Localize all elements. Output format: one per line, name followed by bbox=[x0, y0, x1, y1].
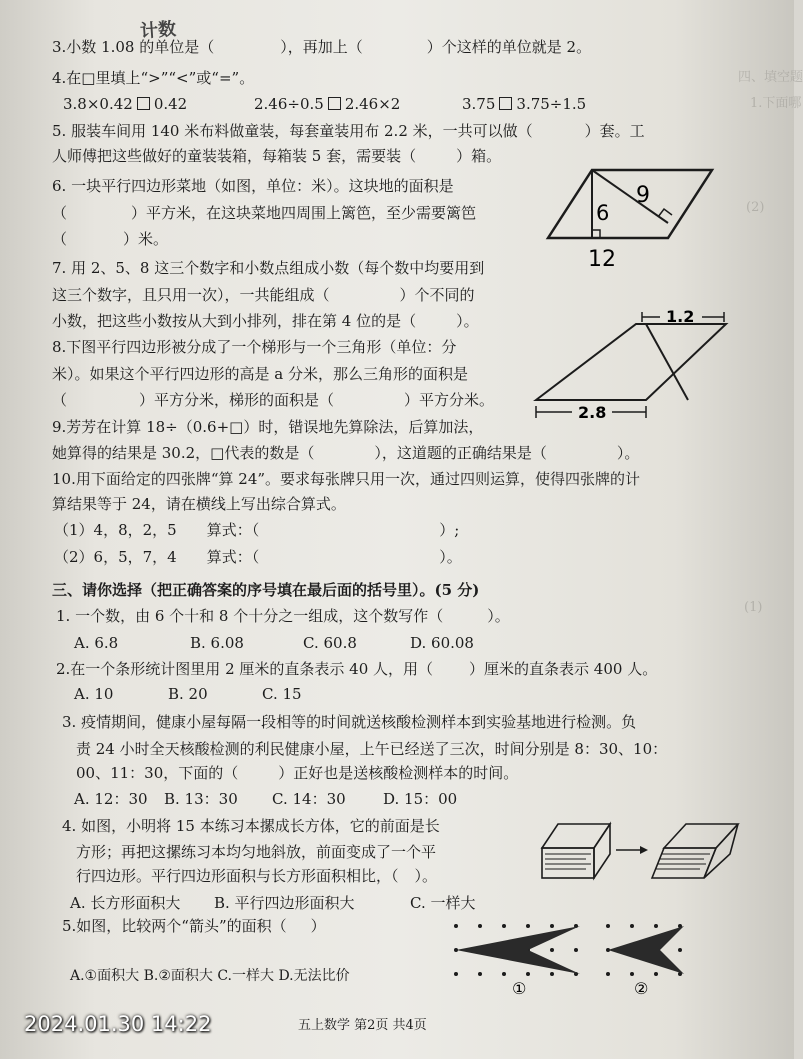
p3-q5-arrow-figure bbox=[446, 918, 710, 998]
q10-item-1: （1）4，8，2，5 算式：（ ）; bbox=[54, 521, 460, 539]
p3-q4-option-a[interactable]: A. 长方形面积大 bbox=[70, 894, 181, 912]
arrow-shape-1 bbox=[456, 926, 580, 974]
q7-line-3: 小数，把这些小数按从大到小排列，排在第 4 位的是（ ）。 bbox=[52, 312, 479, 330]
q9-line-2: 她算得的结果是 30.2，□代表的数是（ ），这道题的正确结果是（ ）。 bbox=[52, 444, 640, 462]
q10-item-2: （2）6，5，7，4 算式：（ ）。 bbox=[54, 548, 462, 566]
p3-q3-option-d[interactable]: D. 15：00 bbox=[383, 790, 458, 808]
arrow-head bbox=[640, 846, 648, 854]
rectangle-front bbox=[542, 848, 594, 878]
p3-q4-line-3: 行四边形。平行四边形面积与长方形面积相比，（ ）。 bbox=[76, 867, 438, 885]
label-figure-2: ② bbox=[634, 979, 649, 998]
label-bottom: 2.8 bbox=[578, 403, 607, 422]
p3-q4-line-2: 方形；再把这摞练习本均匀地斜放，前面变成了一个平 bbox=[76, 843, 437, 861]
p3-q3-line-3: 00、11：30，下面的（ ）正好也是送核酸检测样本的时间。 bbox=[76, 764, 519, 782]
q8-line-2: 米）。如果这个平行四边形的高是 a 分米，那么三角形的面积是 bbox=[52, 365, 468, 383]
label-base: 12 bbox=[588, 247, 616, 272]
answer-box[interactable] bbox=[499, 97, 512, 110]
parallelogram-outline bbox=[548, 170, 712, 238]
q6-line-3: （ ）米。 bbox=[52, 230, 169, 248]
label-height: 6 bbox=[596, 201, 610, 225]
p3-q2-option-b[interactable]: B. 20 bbox=[168, 685, 208, 703]
p3-q4-option-b[interactable]: B. 平行四边形面积大 bbox=[214, 894, 355, 912]
q4-item-2: 2.46÷0.5 2.46×2 bbox=[254, 95, 401, 113]
p3-q5-option-d[interactable]: D.无法比价 bbox=[278, 968, 350, 984]
q6-line-1: 6. 一块平行四边形菜地（如图，单位：米）。这块地的面积是 bbox=[52, 177, 454, 195]
p3-q5-option-a[interactable]: A.①面积大 bbox=[70, 968, 140, 984]
p3-q1-option-a[interactable]: A. 6.8 bbox=[74, 634, 119, 652]
label-diagonal: 9 bbox=[636, 183, 650, 208]
q4-item-1: 3.8×0.42 0.42 bbox=[63, 95, 188, 113]
p3-q3-line-2: 责 24 小时全天核酸检测的利民健康小屋，上午已经送了三次，时间分别是 8：30、10： bbox=[76, 740, 668, 758]
p3-q4-notebook-figure bbox=[536, 816, 746, 886]
q10-line-1: 10.用下面给定的四张牌“算 24”。要求每张牌只用一次，通过四则运算，使得四张牌的计 bbox=[52, 470, 641, 488]
q4-stem: 4.在□里填上“>”“<”或“=”。 bbox=[52, 69, 255, 87]
parallelogram-outline bbox=[536, 324, 726, 400]
p3-q2-stem: 2.在一个条形统计图里用 2 厘米的直条表示 40 人，用（ ）厘米的直条表示 400 人。 bbox=[56, 660, 658, 678]
photo-timestamp: 2024.01.30 14:22 bbox=[24, 1012, 212, 1036]
answer-box[interactable] bbox=[328, 97, 341, 110]
p3-q4-line-1: 4. 如图，小明将 15 本练习本摞成长方体，它的前面是长 bbox=[62, 817, 440, 835]
q5-line-1: 5. 服装车间用 140 米布料做童装，每套童装用布 2.2 米，一共可以做（ ）套。工 bbox=[52, 122, 645, 140]
q7-line-2: 这三个数字，且只用一次），一共能组成（ ）个不同的 bbox=[52, 286, 475, 304]
p3-q2-option-a[interactable]: A. 10 bbox=[74, 685, 114, 703]
section-3-title: 三、请你选择（把正确答案的序号填在最后面的括号里）。(5 分) bbox=[52, 581, 480, 599]
p3-q4-option-c[interactable]: C. 一样大 bbox=[410, 894, 476, 912]
q6-parallelogram-figure bbox=[540, 160, 730, 270]
p3-q5-stem: 5.如图，比较两个“箭头”的面积（ ） bbox=[62, 917, 326, 935]
q4-item-3: 3.75 3.75÷1.5 bbox=[462, 95, 587, 113]
q8-parallelogram-figure bbox=[528, 300, 738, 430]
p3-q5-options bbox=[70, 966, 350, 986]
q3-line: 3.小数 1.08 的单位是（ ），再加上（ ）个这样的单位就是 2。 bbox=[52, 38, 592, 56]
p3-q3-option-b[interactable]: B. 13：30 bbox=[164, 790, 238, 808]
p3-q3-line-1: 3. 疫情期间，健康小屋每隔一段相等的时间就送核酸检测样本到实验基地进行检测。负 bbox=[62, 713, 637, 731]
q8-line-3: （ ）平方分米，梯形的面积是（ ）平方分米。 bbox=[52, 391, 495, 409]
label-figure-1: ① bbox=[512, 979, 527, 998]
q10-line-2: 算结果等于 24，请在横线上写出综合算式。 bbox=[52, 495, 346, 513]
p3-q3-option-c[interactable]: C. 14：30 bbox=[272, 790, 346, 808]
right-angle-mark-2 bbox=[658, 209, 672, 217]
p3-q1-option-b[interactable]: B. 6.08 bbox=[190, 634, 244, 652]
p3-q5-option-b[interactable]: B.②面积大 bbox=[143, 968, 213, 984]
p3-q3-option-a[interactable]: A. 12：30 bbox=[74, 790, 148, 808]
q5-line-2: 人师傅把这些做好的童装装箱，每箱装 5 套，需要装（ ）箱。 bbox=[52, 147, 502, 165]
handwritten-note: 计数 bbox=[139, 18, 177, 43]
q9-line-1: 9.芳芳在计算 18÷（0.6+□）时，错误地先算除法，后算加法， bbox=[52, 418, 484, 436]
exam-page: 计数 四、填空题 1.下面哪 (2) (1) 3.小数 1.08 的单位是（ ），再加上（ ）个这样的单位就是 2。 4.在□里填上“>”“<”或“=”。 3.8×0.42 0.42 2.46÷0.5 2.46×2 3.75 3.75÷1.5 5. 服装车间用 140 米布料做童装，每套童装用布 2.2 米，一共可以做（ ）套。工 人师傅把这些做好的童装装箱，每箱装 5 套，需要装（ ）箱。 6. 一块平行四边形菜地（如图，单位：米）。这块地的面积是 （ ）平方米，在这块菜地四周围上篱笆，至少需要篱笆 （ ）米。 9 6 12 7. 用 2、5、8 这三个数字和小数点组成小数（每个数中均要用到 这三个数字，且只用一次），一共能组成（ ）个不同的 小数，把这些小数按从大到小排列，排在第 4 位的是（ ）。 8.下图平行四边形被分成了一个梯形与一个三角形（单位：分 米）。如果这个平行四边形的高是 a 分米，那么三角形的面积是 （ ）平方分米，梯形的面积是（ ）平方分米。 1.2 2.8 9.芳芳在计算 18÷（0.6+□）时，错误地先算除法，后算加法， 她算得的结果是 30.2，□代表的数是（ ），这道题的正确结果是（ ）。 10.用下面给定的四张牌“算 24”。要求每张牌只用一次，通过四则运算，使得四张牌的计 算结果等于 24，请在横线上写出综合算式。 （1）4，8，2，5 算式：（ ）; （2）6，5，7，4 算式：（ ）。 三、请你选择（把正确答案的序号填在最后面的括号里）。(5 分) 1. 一个数，由 6 个十和 8 个十分之一组成，这个数写作（ ）。 A. 6.8 B. 6.08 C. 60.8 D. 60.08 2.在一个条形统计图里用 2 厘米的直条表示 40 人，用（ ）厘米的直条表示 400 人。 A. 10 B. 20 C. 15 3. 疫情期间，健康小屋每隔一段相等的时间就送核酸检测样本到实验基地进行检测。负 责 24 小时全天核酸检测的利民健康小屋，上午已经送了三次，时间分别是 8：30、10： 00、11：30，下面的（ ）正好也是送核酸检测样本的时间。 A. 12：30 B. 13：30 C. 14：30 D. 15：00 4. 如图，小明将 15 本练习本摞成长方体，它的前面是长 方形；再把这摞练习本均匀地斜放，前面变成了一个平 行四边形。平行四边形面积与长方形面积相比，（ ）。 A. 长方形面积大 B. 平行四边形面积大 C. 一样大 5.如图，比较两个“箭头”的面积（ ） A.①面积大 B.②面积大 C.一样大 D.无法比价 ① ② 五上数学 第2页 共4页 2024.01.30 14:22 bbox=[0, 0, 794, 1059]
page-footer: 五上数学 第2页 共4页 bbox=[298, 1018, 427, 1033]
dividing-line bbox=[646, 324, 688, 400]
q7-line-1: 7. 用 2、5、8 这三个数字和小数点组成小数（每个数中均要用到 bbox=[52, 259, 485, 277]
label-top: 1.2 bbox=[666, 307, 695, 326]
q6-line-2: （ ）平方米，在这块菜地四周围上篱笆，至少需要篱笆 bbox=[52, 204, 477, 222]
arrow-shape-2 bbox=[608, 926, 684, 974]
q8-line-1: 8.下图平行四边形被分成了一个梯形与一个三角形（单位：分 bbox=[52, 338, 457, 356]
answer-box[interactable] bbox=[137, 97, 150, 110]
p3-q5-option-c[interactable]: C.一样大 bbox=[217, 968, 274, 984]
p3-q1-option-d[interactable]: D. 60.08 bbox=[410, 634, 474, 652]
p3-q1-stem: 1. 一个数，由 6 个十和 8 个十分之一组成，这个数写作（ ）。 bbox=[56, 607, 510, 625]
p3-q2-option-c[interactable]: C. 15 bbox=[262, 685, 302, 703]
p3-q1-option-c[interactable]: C. 60.8 bbox=[303, 634, 357, 652]
